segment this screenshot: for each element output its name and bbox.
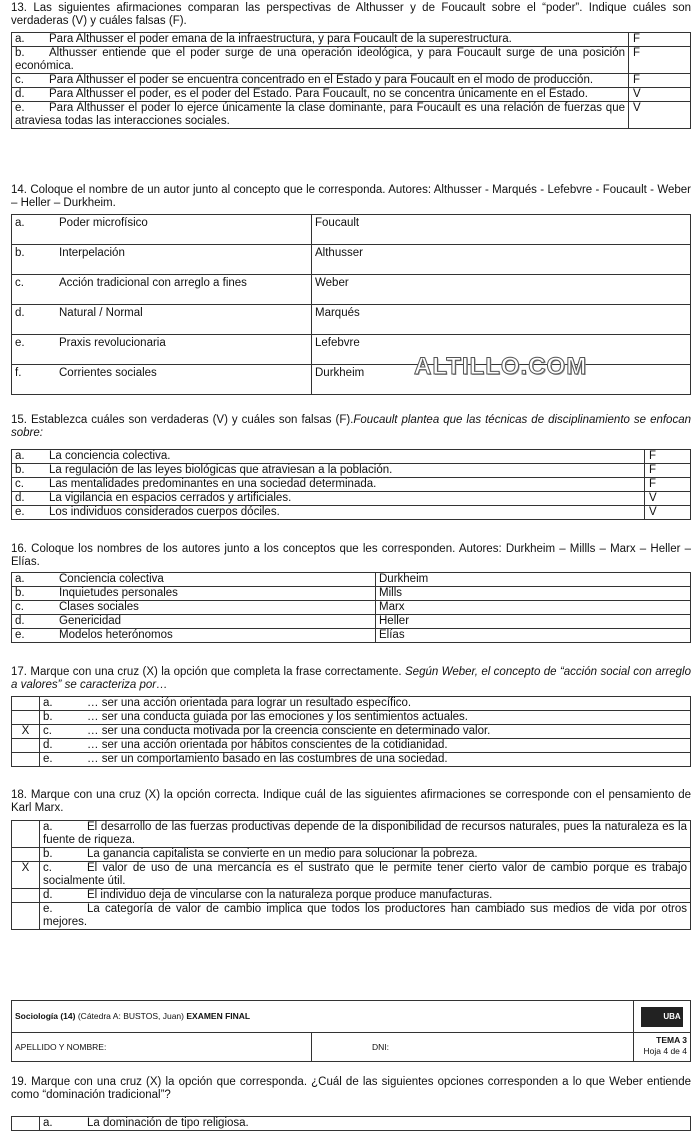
table-row: [12, 506, 691, 520]
option-letter: b.: [43, 711, 53, 723]
option-cell: [40, 848, 691, 862]
option-letter: e.: [15, 102, 25, 114]
option-letter: e.: [43, 903, 53, 915]
option-letter: a.: [15, 573, 25, 585]
page-indicator: Hoja 4 de 4: [643, 1046, 687, 1056]
author-cell[interactable]: Marx: [376, 601, 691, 615]
author-cell[interactable]: Althusser: [312, 245, 691, 275]
statement-text: Para Althusser el poder, es el poder del Estado. Para Foucault, no se concentra únicamente en el Estado.: [49, 88, 588, 100]
statement-text: La regulación de las leyes biológicas que atraviesan a la población.: [49, 464, 393, 476]
concept-text: Acción tradicional con arreglo a fines: [59, 277, 247, 289]
author-cell[interactable]: Foucault: [312, 215, 691, 245]
statement-cell: [12, 102, 629, 129]
table-row: [12, 629, 691, 643]
question-15-table: [11, 449, 691, 520]
concept-cell: [12, 615, 376, 629]
question-17-prompt-text: 17. Marque con una cruz (X) la opción que completa la frase correctamente.: [11, 666, 402, 678]
table-row: [12, 305, 691, 335]
concept-cell: [12, 601, 376, 615]
table-row: [12, 1117, 691, 1131]
table-row: [12, 601, 691, 615]
question-15-prompt-italic: Foucault plantea que las técnicas de disciplinamiento se enfocan sobre:: [11, 414, 691, 439]
option-letter: c.: [15, 74, 24, 86]
author-cell[interactable]: Durkheim: [376, 573, 691, 587]
option-cell: [40, 862, 691, 889]
option-cell: [40, 1117, 691, 1131]
statement-cell: [12, 464, 645, 478]
table-row: [12, 88, 691, 102]
table-row: [12, 74, 691, 88]
exam-header: [11, 1000, 691, 1062]
option-letter: a.: [43, 1117, 53, 1129]
answer-cell[interactable]: V: [645, 506, 691, 520]
option-text: La dominación de tipo religiosa.: [87, 1117, 249, 1129]
table-row: [12, 889, 691, 903]
table-row: [12, 450, 691, 464]
mark-cell[interactable]: [12, 848, 40, 862]
statement-text: Para Althusser el poder emana de la infraestructura, y para Foucault de la superestructura.: [49, 33, 512, 45]
option-letter: e.: [15, 506, 25, 518]
exam-type: EXAMEN FINAL: [186, 1011, 251, 1021]
author-cell[interactable]: Weber: [312, 275, 691, 305]
question-18-prompt: 18. Marque con una cruz (X) la opción correcta. Indique cuál de las siguientes afirmaciones se corresponde con el pensamiento de Karl Marx.: [11, 789, 691, 814]
option-text: El valor de uso de una mercancía es el sustrato que le permite tener cierto valor de cambio porque es trabajo socialmente útil.: [43, 862, 687, 887]
author-cell[interactable]: Heller: [376, 615, 691, 629]
mark-cell[interactable]: [12, 753, 40, 767]
concept-cell: [12, 215, 312, 245]
table-row: [12, 725, 691, 739]
option-text: El individuo deja de vincularse con la naturaleza porque produce manufacturas.: [87, 889, 493, 901]
option-text: … ser un comportamiento basado en las costumbres de una sociedad.: [87, 753, 448, 765]
option-text: La categoría de valor de cambio implica que todos los productores han cambiado sus medios de vida por otros mejores.: [43, 903, 687, 928]
concept-cell: [12, 245, 312, 275]
answer-cell[interactable]: F: [645, 450, 691, 464]
question-17-prompt: [11, 666, 691, 692]
answer-cell[interactable]: F: [645, 464, 691, 478]
table-row: [12, 33, 691, 47]
faculty-logo-icon: [641, 1007, 661, 1027]
option-letter: a.: [15, 217, 25, 229]
author-cell[interactable]: Lefebvre: [312, 335, 691, 365]
option-text: … ser una conducta motivada por la creencia consciente en determinado valor.: [87, 725, 491, 737]
option-letter: c.: [43, 862, 52, 874]
table-row: [12, 903, 691, 930]
option-letter: b.: [15, 47, 25, 59]
statement-cell: [12, 33, 629, 47]
table-row: [12, 478, 691, 492]
option-cell: [40, 821, 691, 848]
table-row: [12, 47, 691, 74]
table-row: [12, 587, 691, 601]
table-row: [12, 739, 691, 753]
option-letter: b.: [43, 848, 53, 860]
statement-text: Para Althusser el poder lo ejerce únicamente la clase dominante, para Foucault es una relación de fuerzas que atraviesa todas las interacciones sociales.: [15, 102, 625, 127]
option-letter: c.: [15, 601, 24, 613]
question-13-table: [11, 32, 691, 129]
option-cell: [40, 697, 691, 711]
concept-cell: [12, 335, 312, 365]
table-row: [12, 697, 691, 711]
answer-cell[interactable]: V: [629, 102, 691, 129]
option-letter: e.: [43, 753, 53, 765]
table-row: [12, 848, 691, 862]
answer-cell[interactable]: F: [629, 33, 691, 47]
table-row: [12, 365, 691, 395]
table-row: [12, 573, 691, 587]
table-row: [12, 862, 691, 889]
question-17-prompt-italic: Según Weber, el concepto de “acción social con arreglo a valores” se caracteriza por…: [11, 666, 692, 691]
option-letter: c.: [43, 725, 52, 737]
option-letter: a.: [15, 33, 25, 45]
table-row: [12, 711, 691, 725]
option-letter: d.: [15, 492, 25, 504]
table-row: [12, 215, 691, 245]
option-letter: b.: [15, 587, 25, 599]
concept-cell: [12, 573, 376, 587]
option-letter: b.: [15, 247, 25, 259]
concept-text: Modelos heterónomos: [59, 629, 173, 641]
concept-text: Inquietudes personales: [59, 587, 178, 599]
option-text: La ganancia capitalista se convierte en un medio para solucionar la pobreza.: [87, 848, 478, 860]
question-19-prompt: 19. Marque con una cruz (X) la opción que corresponda. ¿Cuál de las siguientes opciones corresponden a lo que Weber entiende como “dominación tradicional”?: [11, 1076, 691, 1101]
option-text: … ser una conducta guiada por las emociones y los sentimientos actuales.: [87, 711, 468, 723]
table-row: [12, 615, 691, 629]
statement-cell: [12, 506, 645, 520]
concept-text: Clases sociales: [59, 601, 139, 613]
mark-cell[interactable]: [12, 697, 40, 711]
author-cell[interactable]: Elías: [376, 629, 691, 643]
answer-cell[interactable]: V: [629, 88, 691, 102]
concept-text: Interpelación: [59, 247, 125, 259]
option-letter: d.: [15, 307, 25, 319]
name-field: APELLIDO Y NOMBRE:: [12, 1033, 312, 1062]
concept-text: Natural / Normal: [59, 307, 143, 319]
option-text: … ser una acción orientada por hábitos conscientes de la cotidianidad.: [87, 739, 448, 751]
question-18-table: [11, 820, 691, 930]
option-cell: [40, 753, 691, 767]
option-letter: c.: [15, 478, 24, 490]
answer-cell[interactable]: F: [629, 74, 691, 88]
option-letter: a.: [43, 697, 53, 709]
concept-text: Poder microfísico: [59, 217, 148, 229]
statement-cell: [12, 450, 645, 464]
option-cell: [40, 739, 691, 753]
question-14-prompt: 14. Coloque el nombre de un autor junto al concepto que le corresponda. Autores: Althusser - Marqués - Lefebvre - Foucault - Weber – Heller – Durkheim.: [11, 184, 691, 209]
concept-cell: [12, 305, 312, 335]
option-letter: b.: [15, 464, 25, 476]
option-letter: d.: [15, 615, 25, 627]
mark-cell[interactable]: [12, 889, 40, 903]
tema-label: TEMA 3: [656, 1035, 687, 1045]
altillo-watermark: ALTILLO.COM: [414, 353, 588, 380]
answer-cell[interactable]: V: [645, 492, 691, 506]
answer-cell[interactable]: F: [645, 478, 691, 492]
concept-cell: [12, 629, 376, 643]
dni-field: DNI:: [312, 1033, 634, 1062]
question-16-prompt: 16. Coloque los nombres de los autores junto a los conceptos que les corresponden. Autores: Durkheim – Millls – Marx – Heller – Elías.: [11, 543, 691, 568]
mark-cell[interactable]: [12, 1117, 40, 1131]
table-row: [12, 102, 691, 129]
statement-cell: [12, 74, 629, 88]
table-row: [12, 464, 691, 478]
question-16-table: [11, 572, 691, 643]
answer-cell[interactable]: F: [629, 47, 691, 74]
table-row: [12, 492, 691, 506]
option-letter: c.: [15, 277, 24, 289]
concept-text: Corrientes sociales: [59, 367, 157, 379]
table-row: [12, 335, 691, 365]
table-row: [12, 753, 691, 767]
table-row: [12, 245, 691, 275]
option-cell: [40, 711, 691, 725]
option-letter: d.: [43, 739, 53, 751]
concept-cell: [12, 587, 376, 601]
mark-cell[interactable]: [12, 711, 40, 725]
option-letter: e.: [15, 337, 25, 349]
question-17-table: [11, 696, 691, 767]
statement-cell: [12, 478, 645, 492]
statement-text: Las mentalidades predominantes en una sociedad determinada.: [49, 478, 377, 490]
tema-cell: [634, 1033, 691, 1062]
option-letter: d.: [43, 889, 53, 901]
question-19-table: [11, 1116, 691, 1131]
course-chair: (Cátedra A: BUSTOS, Juan): [77, 1011, 184, 1021]
question-14-table: [11, 214, 691, 395]
concept-cell: [12, 275, 312, 305]
question-15-prompt: [11, 414, 691, 440]
statement-cell: [12, 47, 629, 74]
uba-logo: UBA: [661, 1007, 683, 1027]
mark-cell[interactable]: X: [12, 862, 40, 889]
course-name: Sociología (14): [15, 1011, 76, 1021]
statement-text: Los individuos considerados cuerpos dóciles.: [49, 506, 280, 518]
mark-cell[interactable]: [12, 739, 40, 753]
option-text: El desarrollo de las fuerzas productivas depende de la disponibilidad de recursos naturales, pues la naturaleza es la fuente de riqueza.: [43, 821, 687, 846]
concept-text: Praxis revolucionaria: [59, 337, 166, 349]
statement-cell: [12, 88, 629, 102]
author-cell[interactable]: Mills: [376, 587, 691, 601]
mark-cell[interactable]: X: [12, 725, 40, 739]
statement-text: La conciencia colectiva.: [49, 450, 171, 462]
exam-course-cell: [12, 1001, 634, 1033]
mark-cell[interactable]: [12, 821, 40, 848]
question-15-prompt-text: 15. Establezca cuáles son verdaderas (V) y cuáles son falsas (F).: [11, 414, 354, 426]
concept-cell: [12, 365, 312, 395]
option-letter: a.: [43, 821, 53, 833]
mark-cell[interactable]: [12, 903, 40, 930]
table-row: [12, 821, 691, 848]
logo-cell: [634, 1001, 691, 1033]
author-cell[interactable]: Durkheim: [312, 365, 691, 395]
option-text: … ser una acción orientada para lograr un resultado específico.: [87, 697, 412, 709]
statement-text: Para Althusser el poder se encuentra concentrado en el Estado y para Foucault en el modo de producción.: [49, 74, 594, 86]
option-letter: f.: [15, 367, 22, 379]
concept-text: Genericidad: [59, 615, 122, 627]
statement-cell: [12, 492, 645, 506]
question-13-prompt: 13. Las siguientes afirmaciones comparan las perspectivas de Althusser y de Foucault sobre el “poder”. Indique cuáles son verdaderas (V) y cuáles falsas (F).: [11, 2, 691, 27]
statement-text: Althusser entiende que el poder surge de una operación ideológica, y para Foucault surge de una posición económica.: [15, 47, 625, 72]
table-row: [12, 275, 691, 305]
option-cell: [40, 903, 691, 930]
concept-text: Conciencia colectiva: [59, 573, 164, 585]
option-cell: [40, 889, 691, 903]
option-cell: [40, 725, 691, 739]
statement-text: La vigilancia en espacios cerrados y artificiales.: [49, 492, 292, 504]
option-letter: d.: [15, 88, 25, 100]
author-cell[interactable]: Marqués: [312, 305, 691, 335]
option-letter: a.: [15, 450, 25, 462]
option-letter: e.: [15, 629, 25, 641]
